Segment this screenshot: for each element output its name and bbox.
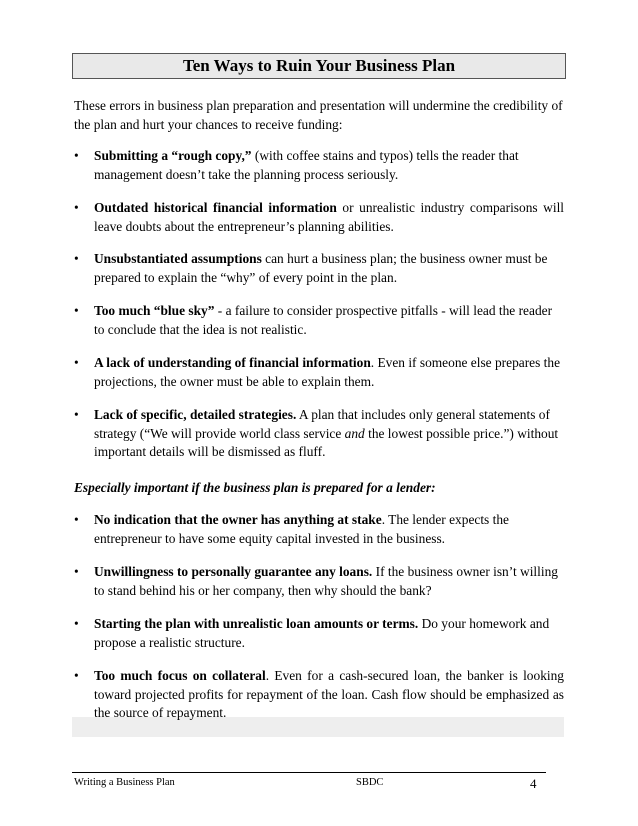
item-body: . Even for a cash-secured loan, the banker is looking toward projected profits for repayment of the loan. Cash flow should be emphasized as the source of repayment.	[94, 668, 564, 720]
item-body: . Even if someone else prepares the projections, the owner must be able to explain them.	[94, 355, 561, 389]
bullet-icon: •	[74, 512, 79, 527]
bullet-icon: •	[74, 564, 79, 579]
list-item	[74, 147, 564, 184]
bullet-icon: •	[74, 303, 79, 318]
list-item	[74, 667, 564, 723]
page-title: Ten Ways to Ruin Your Business Plan	[182, 56, 456, 75]
list-item	[74, 354, 564, 391]
list-item	[74, 615, 564, 652]
item-heading: Unwillingness to personally guarantee any loans.	[94, 564, 373, 579]
item-body: or unrealistic industry comparisons will leave doubts about the entrepreneur’s planning abilities.	[94, 200, 565, 234]
footer-left: Writing a Business Plan	[74, 777, 175, 788]
bullet-icon: •	[74, 251, 79, 266]
footer-divider	[72, 772, 546, 773]
item-heading: A lack of understanding of financial information	[94, 355, 371, 370]
list-item	[74, 511, 564, 548]
item-heading: Submitting a “rough copy,”	[94, 148, 252, 163]
item-heading: Outdated historical financial information	[94, 200, 337, 215]
item-heading: Too much “blue sky”	[94, 303, 215, 318]
item-heading: Starting the plan with unrealistic loan amounts or terms.	[94, 616, 419, 631]
bullet-icon: •	[74, 148, 79, 163]
item-heading: No indication that the owner has anything at stake	[94, 512, 382, 527]
item-body: (with coffee stains and typos) tells the reader that management doesn’t take the planning process seriously.	[94, 148, 519, 182]
bullet-icon: •	[74, 407, 79, 422]
page-title-box	[72, 53, 566, 79]
item-heading: Unsubstantiated assumptions	[94, 251, 262, 266]
bullet-icon: •	[74, 616, 79, 631]
item-body: . The lender expects the entrepreneur to have some equity capital invested in the business.	[94, 512, 509, 546]
bullet-icon: •	[74, 200, 79, 215]
item-body: - a failure to consider prospective pitfalls - will lead the reader to conclude that the idea is not realistic.	[94, 303, 553, 337]
item-heading: Lack of specific, detailed strategies.	[94, 407, 297, 422]
item-body: Do your homework and propose a realistic structure.	[94, 616, 550, 650]
item-heading: Too much focus on collateral	[94, 668, 266, 683]
item-body-continued: the lowest possible price.”) without important details will be dismissed as fluff.	[94, 425, 559, 459]
bullet-icon: •	[74, 668, 79, 683]
footer-center: SBDC	[356, 777, 384, 788]
list-item	[74, 250, 564, 287]
list-item	[74, 406, 564, 462]
item-body: If the business owner isn’t willing to stand behind his or her company, then why should the bank?	[94, 564, 558, 598]
list-item	[74, 563, 564, 600]
intro-paragraph: These errors in business plan preparation and presentation will undermine the credibility of the plan and hurt your chances to receive funding:	[74, 98, 563, 132]
section-heading: Especially important if the business plan is prepared for a lender:	[74, 480, 436, 495]
item-body: can hurt a business plan; the business owner must be prepared to explain the “why” of every point in the plan.	[94, 251, 548, 285]
list-item	[74, 199, 564, 236]
item-emphasis: and	[344, 425, 365, 441]
item-body: A plan that includes only general statements of strategy (“We will provide world class service	[94, 407, 550, 441]
bullet-icon: •	[74, 355, 79, 370]
page-number: 4	[530, 776, 537, 791]
list-item	[74, 302, 564, 339]
